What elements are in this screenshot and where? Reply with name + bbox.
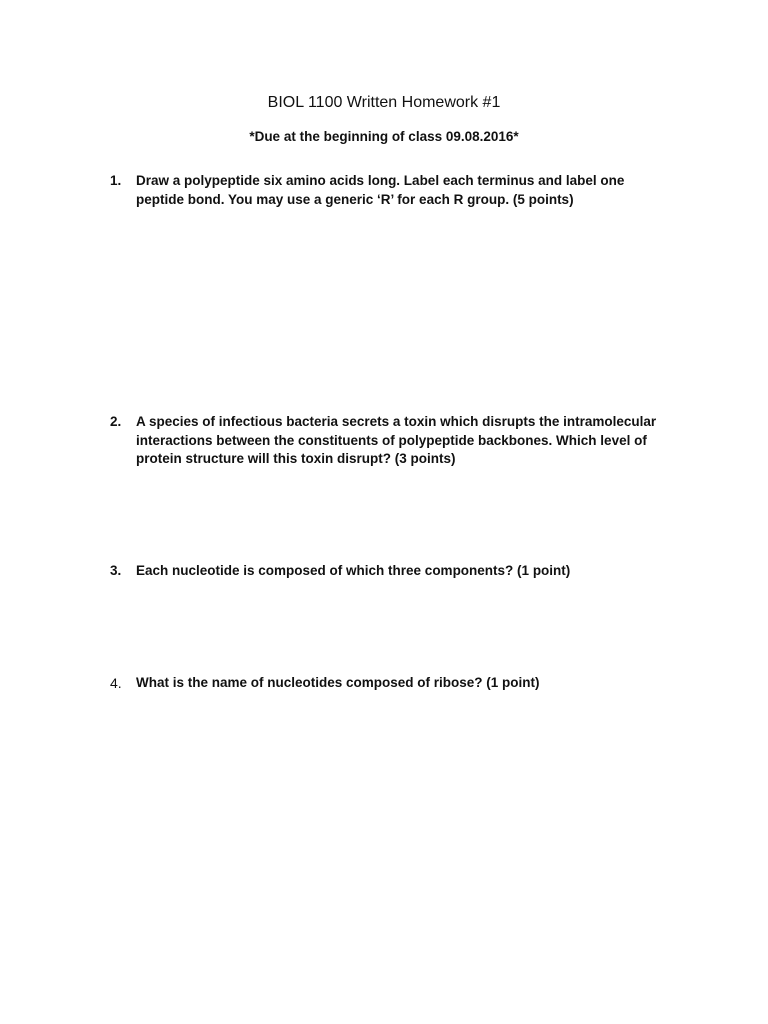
question-text: What is the name of nucleotides composed of ribose? (1 point) <box>136 675 540 690</box>
question-text: Each nucleotide is composed of which three components? (1 point) <box>136 563 571 578</box>
document-title: BIOL 1100 Written Homework #1 <box>267 94 501 111</box>
due-date-note: *Due at the beginning of class 09.08.2016* <box>249 129 519 144</box>
question-text: Draw a polypeptide six amino acids long. Label each terminus and label one peptide bond. You may use a generic ‘R’ for each R group. (5 points) <box>136 173 625 207</box>
question-text: A species of infectious bacteria secrets a toxin which disrupts the intramolecular interactions between the constituents of polypeptide backbones. Which level of protein structure will this toxin disrupt? (3 points) <box>136 414 657 466</box>
question-number: 2. <box>110 414 122 429</box>
question-number: 3. <box>110 563 122 578</box>
question-number: 1. <box>110 173 122 188</box>
question-number: 4. <box>110 675 122 691</box>
